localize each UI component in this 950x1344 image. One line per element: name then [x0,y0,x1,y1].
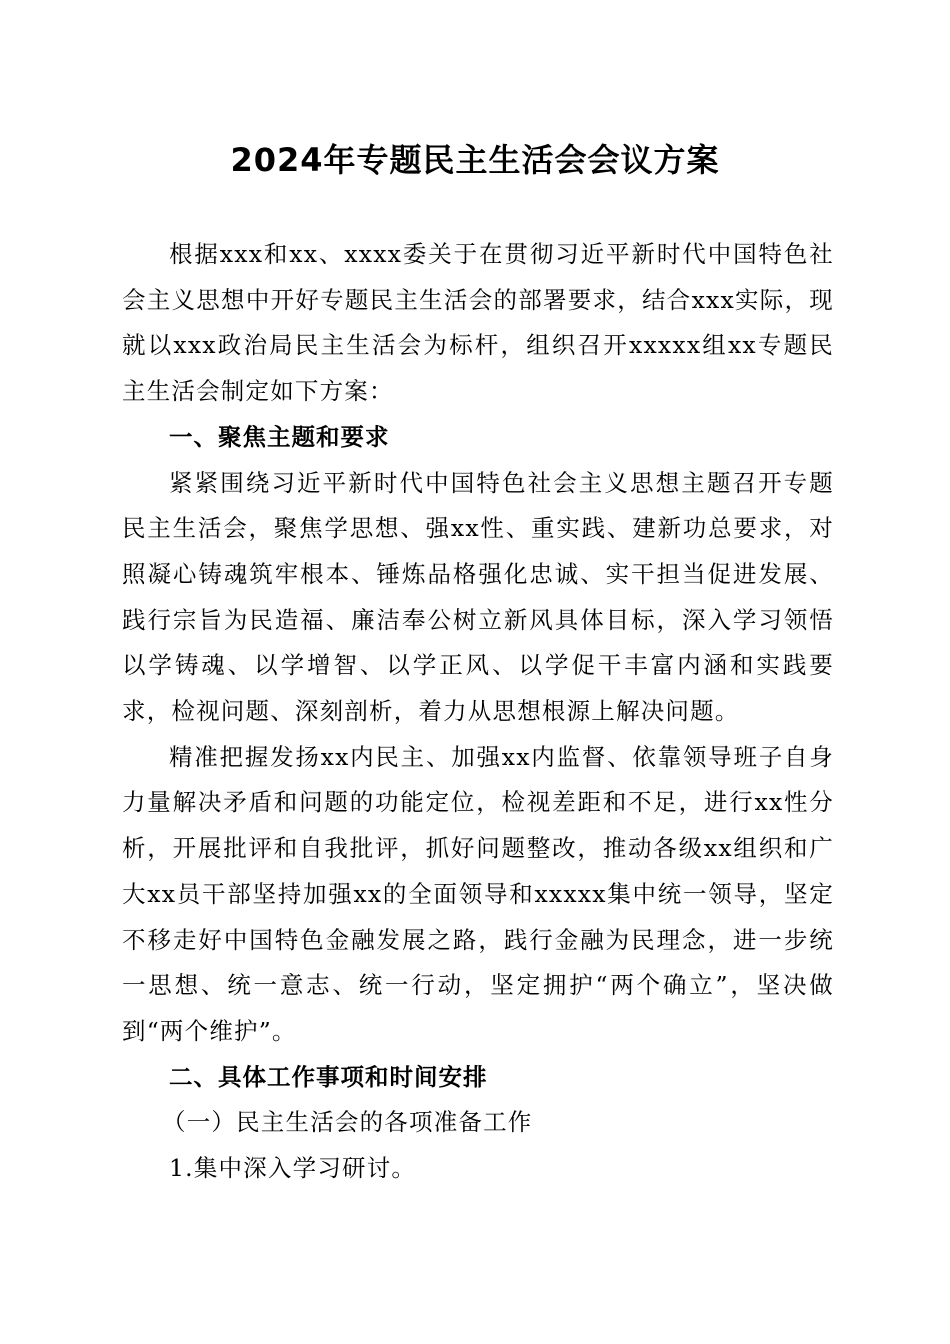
section-1-paragraph-1: 紧紧围绕习近平新时代中国特色社会主义思想主题召开专题民主生活会，聚焦学思想、强xx性、重实践、建新功总要求，对照凝心铸魂筑牢根本、锤炼品格强化忠诚、实干担当促进发展、践行宗旨为民造福、廉洁奉公树立新风具体目标，深入学习领悟以学铸魂、以学增智、以学正风、以学促干丰富内涵和实践要求，检视问题、深刻剖析，着力从思想根源上解决问题。 [122,468,834,726]
section-2-item-1: 1.集中深入学习研讨。 [169,1154,417,1183]
section-1-paragraph-2: 精准把握发扬xx内民主、加强xx内监督、依靠领导班子自身力量解决矛盾和问题的功能定位，检视差距和不足，进行xx性分析，开展批评和自我批评，抓好问题整改，推动各级xx组织和广大xx员干部坚持加强xx的全面领导和xxxxx集中统一领导，坚定不移走好中国特色金融发展之路，践行金融为民理念，进一步统一思想、统一意志、统一行动，坚定拥护“两个确立”，坚决做到“两个维护”。 [122,742,834,1045]
document-title: 2024年专题民主生活会会议方案 [230,141,720,179]
document-body [122,232,834,1192]
section-2-subheading-1: （一）民主生活会的各项准备工作 [162,1108,533,1137]
intro-paragraph: 根据xxx和xx、xxxx委关于在贯彻习近平新时代中国特色社会主义思想中开好专题民主生活会的部署要求，结合xxx实际，现就以xxx政治局民主生活会为标杆，组织召开xxxxx组xx专题民主生活会制定如下方案： [122,240,834,406]
section-2-heading: 二、具体工作事项和时间安排 [169,1062,488,1091]
section-1-heading: 一、聚焦主题和要求 [169,422,390,451]
